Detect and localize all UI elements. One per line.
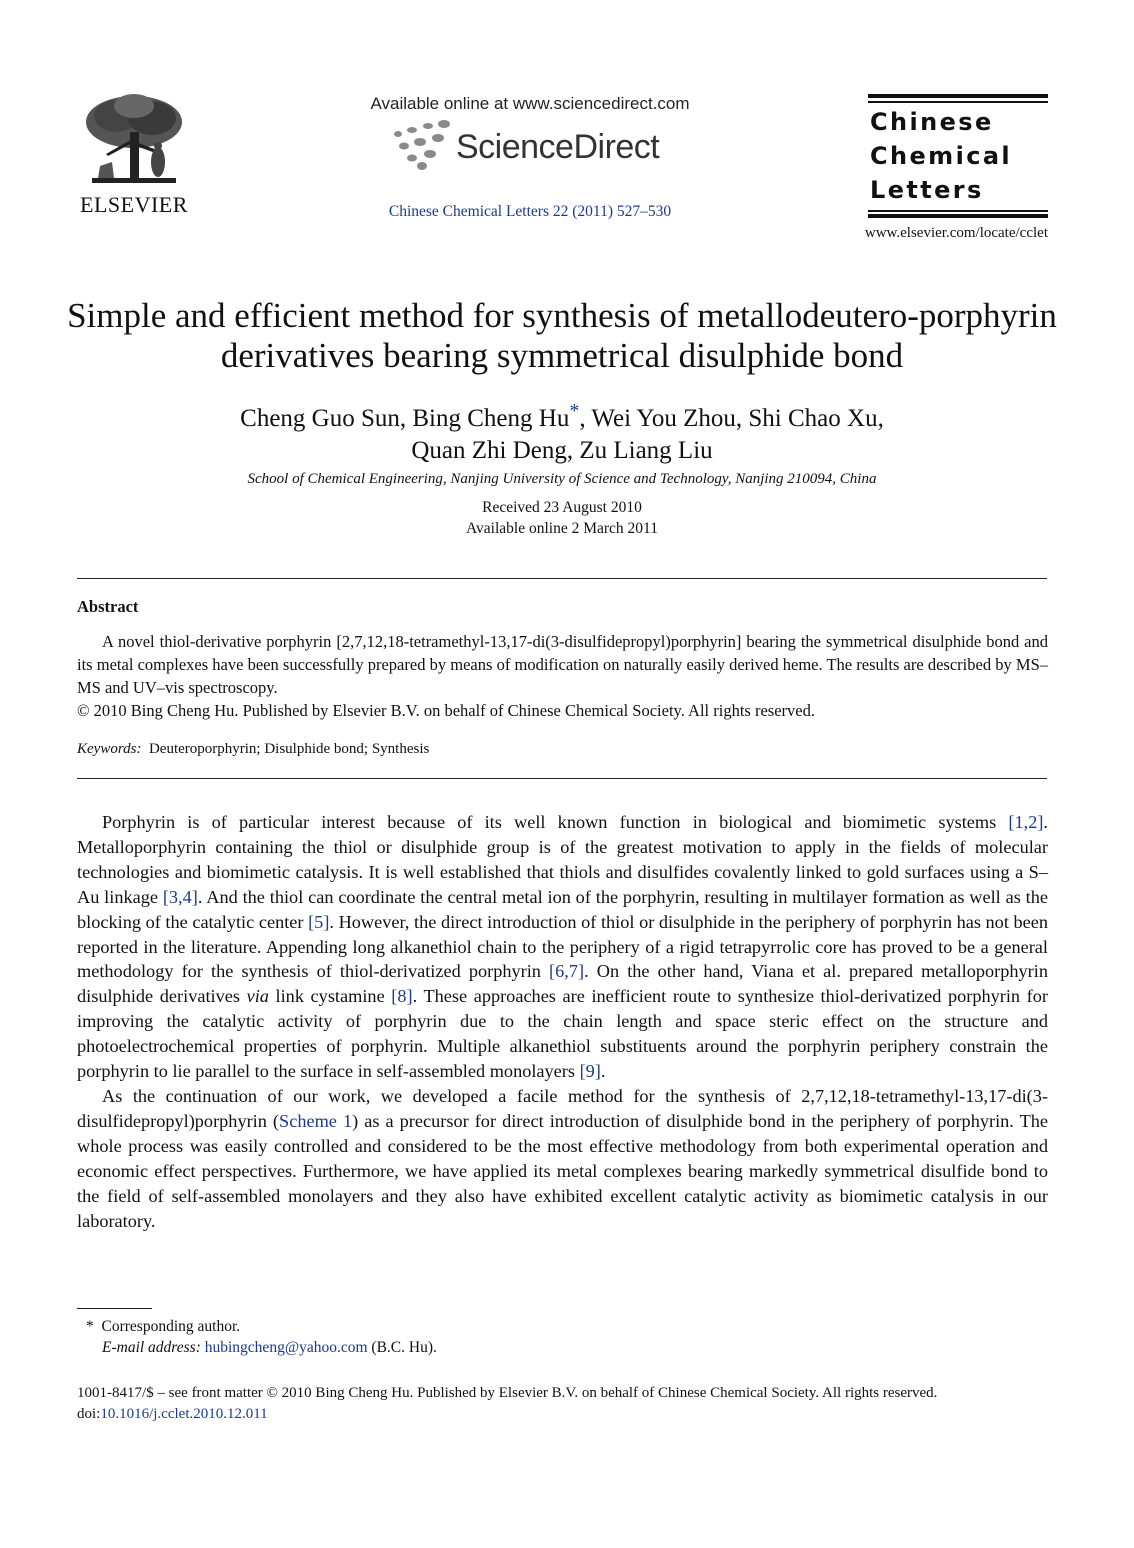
text-run: . And the thiol can coordinate the central metal ion of the porphyrin, resulting in multilayer formation as well as the blocking of the catalytic center — [77, 886, 1048, 932]
citation-link[interactable]: [5] — [308, 911, 330, 932]
text-run: . Metalloporphyrin containing the thiol or disulphide group is of the greatest motivation to apply in the fields of molecular technologies and biomimetic catalysis. It is well established that thiols and disulfides covalently linked to gold surfaces using a S–Au linkage — [77, 812, 1048, 907]
divider-bottom — [77, 778, 1047, 779]
authors-part-1: Cheng Guo Sun, Bing Cheng Hu — [240, 405, 570, 432]
journal-name-line-2: Chemical — [870, 142, 1013, 170]
footer-copyright: 1001-8417/$ – see front matter © 2010 Bing Cheng Hu. Published by Elsevier B.V. on behalf of Chinese Chemical Society. All rights reserved. — [77, 1385, 938, 1401]
journal-url: www.elsevier.com/locate/cclet — [864, 225, 1048, 241]
publisher-name: ELSEVIER — [80, 192, 188, 217]
email-label: E-mail address: — [102, 1339, 201, 1356]
email-link[interactable]: hubingcheng@yahoo.com — [204, 1339, 368, 1356]
received-date: Received 23 August 2010 — [482, 499, 642, 516]
elsevier-tree-icon — [76, 92, 192, 192]
elsevier-logo — [76, 92, 192, 222]
journal-name-line-1: Chinese — [870, 108, 994, 136]
abstract-body — [77, 630, 1048, 722]
article-dates — [330, 497, 794, 539]
available-online-text: Available online at www.sciencedirect.com — [370, 94, 690, 113]
article-body — [77, 810, 1048, 1233]
footnote-rule — [77, 1308, 152, 1309]
citation-link[interactable]: [6,7] — [549, 961, 585, 982]
citation-link[interactable]: [3,4] — [162, 886, 198, 907]
text-run: link cystamine — [268, 986, 392, 1007]
email-suffix: (B.C. Hu). — [371, 1339, 437, 1356]
corresponding-author-marker[interactable]: * — [569, 400, 580, 422]
footnote — [86, 1316, 437, 1358]
body-paragraph-1 — [77, 810, 1048, 1084]
text-run: ) as a precursor for direct introduction of disulphide bond in the periphery of porphyrin. The whole process was easily controlled and considered to be the most effective methodology from both experimental operation and economic effect perspectives. Furthermore, we have applied its metal complexes bearing markedly symmetrical disulfide bond to the field of self-assembled monolayers and they also have exhibited excellent catalytic activity as biomimetic catalysis in our laboratory. — [77, 1110, 1048, 1231]
journal-masthead — [868, 94, 1048, 220]
text-run: As the continuation of our work, we developed a facile method for the synthesis of 2,7,12,18-tetramethyl-13,17-di(3-disulfidepropyl)porphyrin ( — [77, 1085, 1048, 1131]
authors-part-2: , Wei You Zhou, Shi Chao Xu, — [579, 405, 884, 432]
page-footer — [77, 1383, 1048, 1425]
author-list — [100, 395, 1024, 467]
sciencedirect-logo — [390, 118, 680, 174]
keywords-list: Deuteroporphyrin; Disulphide bond; Synthesis — [148, 741, 430, 757]
journal-name-line-3: Letters — [870, 176, 984, 204]
paper-title: Simple and efficient method for synthesis of metallodeutero-porphyrin derivatives bearing symmetrical disulphide bond — [67, 296, 1057, 375]
citation-link[interactable]: [9] — [579, 1061, 601, 1082]
abstract-heading: Abstract — [77, 597, 139, 616]
text-run: Porphyrin is of particular interest because of its well known function in biological and biomimetic systems — [102, 812, 1009, 832]
journal-reference-link[interactable]: Chinese Chemical Letters 22 (2011) 527–530 — [388, 203, 672, 220]
abstract-copyright: © 2010 Bing Cheng Hu. Published by Elsevier B.V. on behalf of Chinese Chemical Society. All rights reserved. — [77, 701, 815, 720]
sciencedirect-dots-icon — [390, 118, 454, 174]
citation-link[interactable]: [1,2] — [1008, 812, 1044, 832]
divider-top — [77, 578, 1047, 579]
authors-part-3: Quan Zhi Deng, Zu Liang Liu — [411, 437, 713, 464]
doi-label: doi: — [77, 1406, 101, 1422]
text-run: . On the other hand, Viana et al. prepared metalloporphyrin disulphide derivatives — [77, 961, 1048, 1007]
italic-term: via — [246, 986, 269, 1007]
footnote-mark: * — [86, 1318, 94, 1335]
keywords — [77, 741, 429, 758]
scheme-link[interactable]: Scheme 1 — [279, 1110, 353, 1131]
footnote-text: Corresponding author. — [101, 1318, 241, 1335]
affiliation: School of Chemical Engineering, Nanjing University of Science and Technology, Nanjing 210094, China — [247, 471, 877, 487]
text-run: . — [600, 1061, 606, 1082]
sciencedirect-wordmark: ScienceDirect — [456, 128, 660, 166]
keywords-label: Keywords: — [77, 741, 142, 757]
citation-link[interactable]: [8] — [391, 986, 413, 1007]
doi-link[interactable]: 10.1016/j.cclet.2010.12.011 — [100, 1406, 268, 1422]
text-run: . These approaches are inefficient route to synthesize thiol-derivatized porphyrin for improving the catalytic activity of porphyrin due to the chain length and space steric effect on the structure and photoelectrochemical properties of porphyrin. Multiple alkanethiol substituents around the porphyrin periphery constrain the porphyrin to lie parallel to the surface in self-assembled monolayers — [77, 986, 1048, 1082]
text-run: . However, the direct introduction of thiol or disulphide in the periphery of porphyrin has not been reported in the literature. Appending long alkanethiol chain to the periphery of a rigid tetrapyrrolic core has proved to be a general methodology for the synthesis of thiol-derivatized porphyrin — [77, 911, 1049, 982]
body-paragraph-2 — [77, 1084, 1048, 1233]
available-online-date: Available online 2 March 2011 — [466, 520, 658, 537]
abstract-paragraph: A novel thiol-derivative porphyrin [2,7,12,18-tetramethyl-13,17-di(3-disulfidepropyl)porphyrin] bearing the symmetrical disulphide bond and its metal complexes have been successfully prepared by means of modification on naturally easily derived heme. The results are described by MS–MS and UV–vis spectroscopy. — [77, 632, 1048, 697]
